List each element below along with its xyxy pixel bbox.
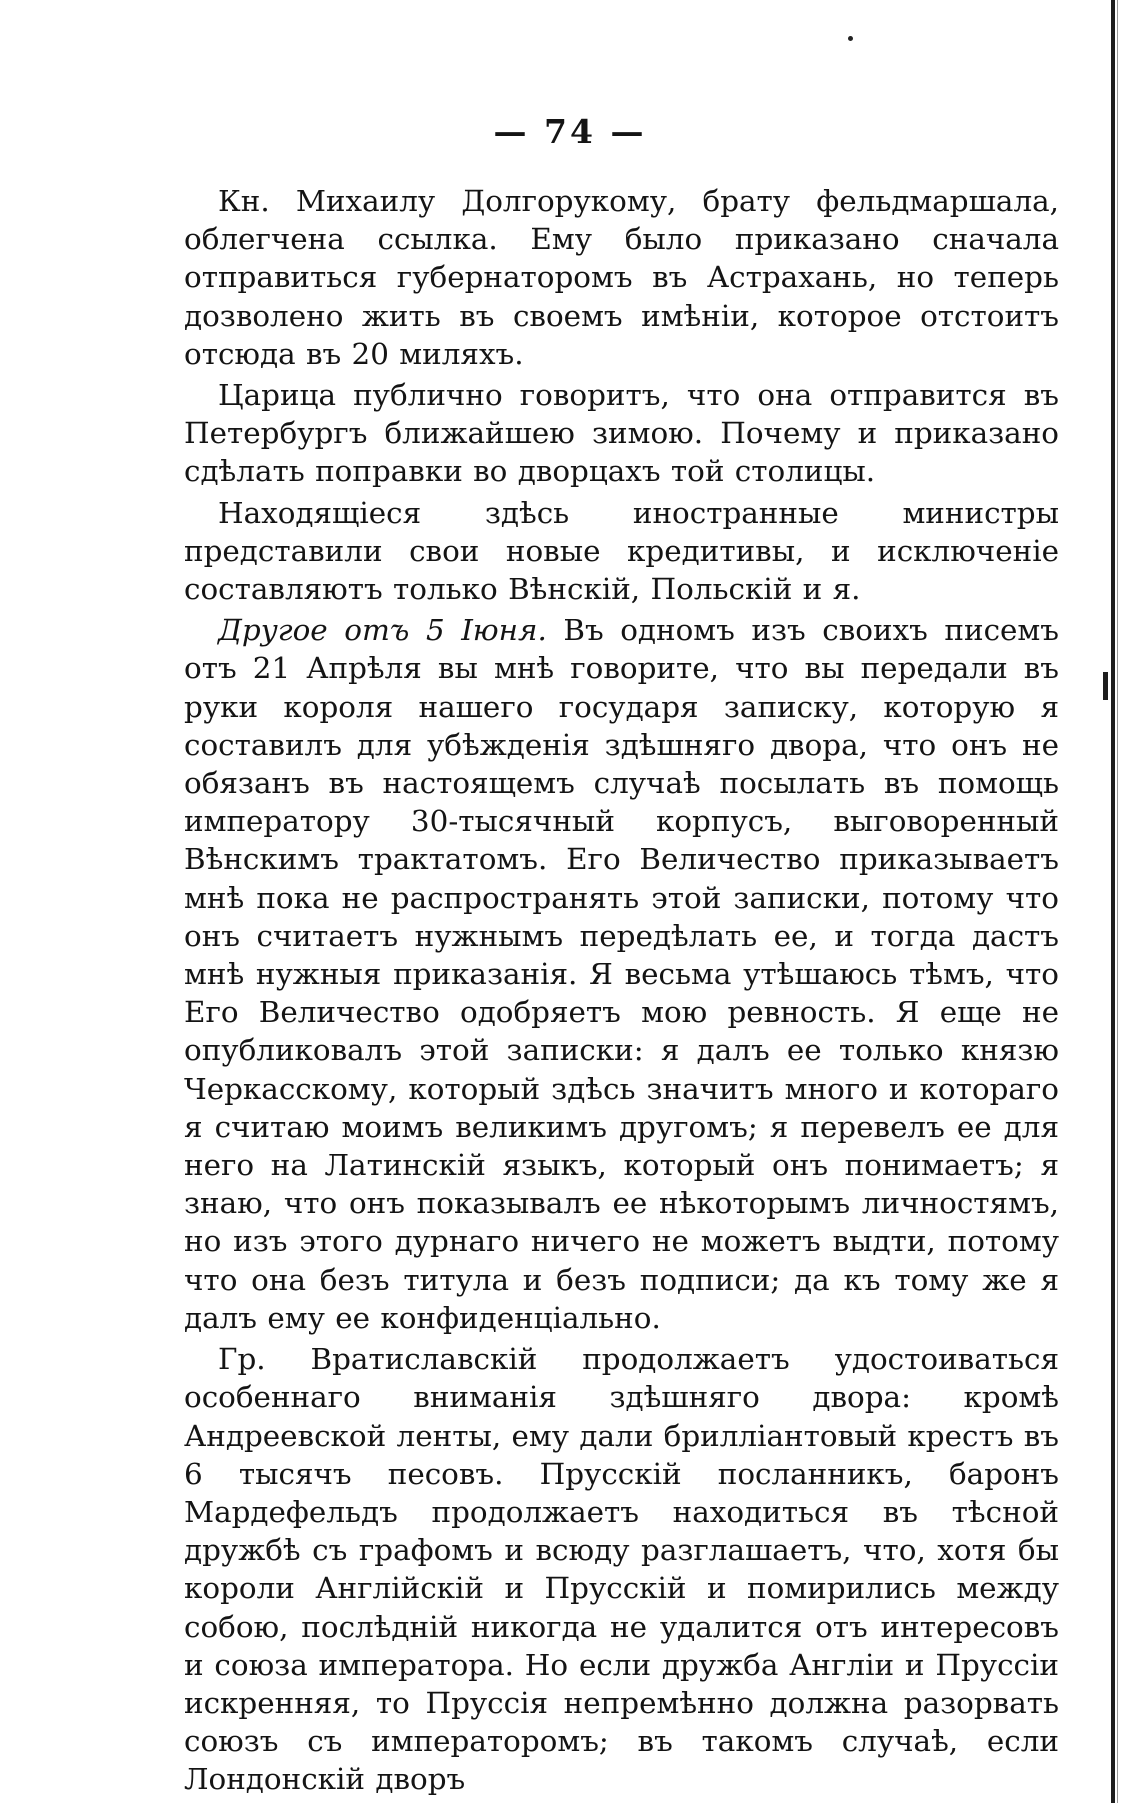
ink-speck [848, 36, 853, 41]
paragraph-dolgorukov: Кн. Михаилу Долгорукому, брату фельдмаршала, облегчена ссылка. Ему было приказано сначала отправиться губернаторомъ въ Астрахань, но теперь дозволено жить въ своемъ имѣніи, которое отстоитъ отсюда въ 20 миляхъ. [184, 184, 1059, 371]
letter-body: Въ одномъ изъ своихъ писемъ отъ 21 Апрѣля вы мнѣ говорите, что вы передали въ руки короля нашего государя записку, которую я составилъ для убѣжденія здѣшняго двора, что онъ не обязанъ въ настоящемъ случаѣ посылать въ помощь императору 30-тысячный корпусъ, выговоренный Вѣнскимъ трактатомъ. Его Величество приказываетъ мнѣ пока не распространять этой записки, потому что онъ считаетъ нужнымъ передѣлать ее, и тогда дастъ мнѣ нужныя приказанія. Я весьма утѣшаюсь тѣмъ, что Его Величество одобряетъ мою ревность. Я еще не опубликовалъ этой записки: я далъ ее только князю Черкасскому, который здѣсь значитъ много и котораго я считаю моимъ великимъ другомъ; я перевелъ ее для него на Латинскій языкъ, который онъ понимаетъ; я знаю, что онъ показывалъ ее нѣкоторымъ личностямъ, но изъ этого дурнаго ничего не можетъ выдти, потому что она безъ титула и безъ подписи; да къ тому же я далъ ему ее конфиденціально. [184, 613, 1059, 1335]
paragraph-letter-june-5 [184, 611, 1059, 1337]
paragraph-tsaritsa: Царица публично говоритъ, что она отправится въ Петербургъ ближайшею зимою. Почему и приказано сдѣлать поправки во дворцахъ той столицы. [184, 378, 1059, 489]
page-edge-line [1111, 0, 1115, 1803]
page-number: — 74 — [493, 112, 647, 151]
margin-mark [1103, 672, 1108, 700]
page-edge-line-thin [1117, 0, 1118, 1803]
paragraph-vratislavsky: Гр. Вратиславскій продолжаетъ удостоиваться особеннаго вниманія здѣшняго двора: кромѣ Андреевской ленты, ему дали брилліантовый крестъ въ 6 тысячъ песовъ. Прусскій посланникъ, баронъ Мардефельдъ продолжаетъ находиться въ тѣсной дружбѣ съ графомъ и всюду разглашаетъ, что, хотя бы короли Англійскій и Прусскій и помирились между собою, послѣдній никогда не удалится отъ интересовъ и союза императора. Но если дружба Англіи и Пруссіи искренняя, то Пруссія непремѣнно должна разорвать союзъ съ императоромъ; въ такомъ случаѣ, если Лондонскій дворъ [184, 1342, 1060, 1797]
paragraph-ministers: Находящіеся здѣсь иностранные министры представили свои новые кредитивы, и исключеніе составляютъ только Вѣнскій, Польскій и я. [184, 495, 1059, 607]
letter-heading: Другое отъ 5 Іюня. [218, 613, 547, 648]
body-text [184, 182, 1059, 1802]
